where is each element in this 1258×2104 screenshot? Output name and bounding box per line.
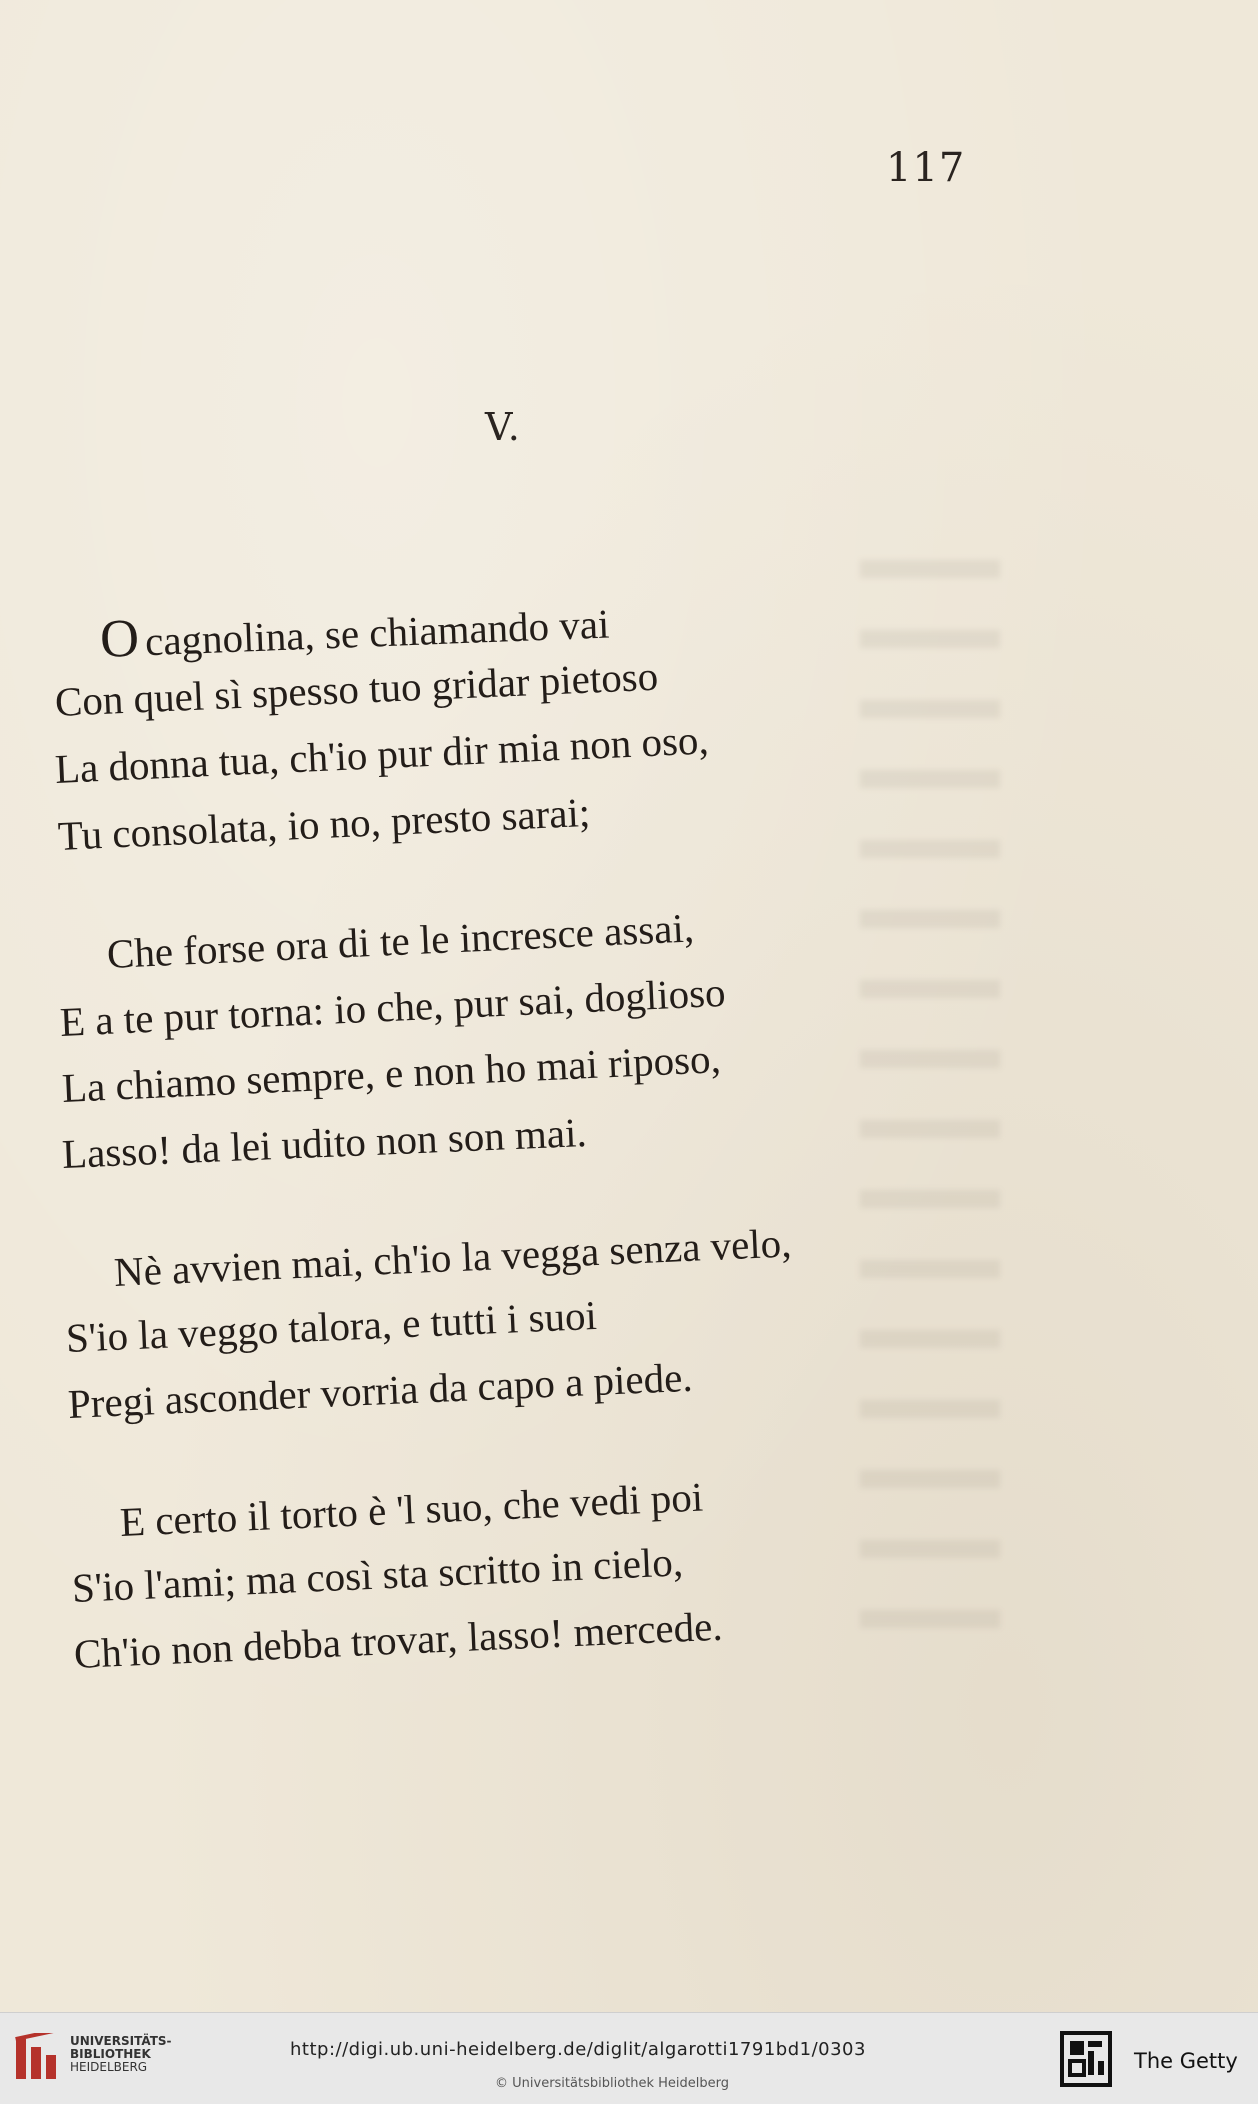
poem-line: La chiamo sempre, e non ho mai riposo, bbox=[60, 1035, 722, 1111]
copyright-notice: © Universitätsbibliothek Heidelberg bbox=[495, 2076, 730, 2091]
poem-line: Che forse ora di te le incresce assai, bbox=[105, 904, 695, 977]
permalink-url[interactable]: http://digi.ub.uni-heidelberg.de/diglit/algarotti1791bd1/0303 bbox=[290, 2039, 866, 2060]
institution-name bbox=[70, 2035, 172, 2074]
poem-line: Tu consolata, io no, presto sarai; bbox=[56, 788, 592, 859]
poem-line: E certo il torto è 'l suo, che vedi poi bbox=[118, 1473, 704, 1545]
institution-line: UNIVERSITÄTS- bbox=[70, 2034, 172, 2048]
poem-line: Con quel sì spesso tuo gridar pietoso bbox=[53, 652, 660, 725]
poem-line: S'io la veggo talora, e tutti i suoi bbox=[64, 1291, 598, 1361]
viewer-footer bbox=[0, 2012, 1258, 2104]
drop-cap: O bbox=[98, 607, 141, 669]
partner-name: The Getty bbox=[1134, 2049, 1238, 2073]
institution-line: BIBLIOTHEK bbox=[70, 2047, 151, 2061]
page-number: 117 bbox=[886, 145, 966, 191]
poem-line: E a te pur torna: io che, pur sai, doglioso bbox=[58, 968, 727, 1045]
institution-line: HEIDELBERG bbox=[70, 2060, 148, 2074]
poem-line: Ch'io non debba trovar, lasso! mercede. bbox=[72, 1602, 724, 1677]
university-library-logo-icon bbox=[12, 2033, 60, 2085]
bleed-through-text bbox=[860, 560, 1000, 1660]
poem-line: Lasso! da lei udito non son mai. bbox=[61, 1109, 588, 1177]
poem-line: Pregi asconder vorria da capo a piede. bbox=[66, 1353, 694, 1427]
poem-line-text: cagnolina, se chiamando vai bbox=[144, 600, 611, 665]
poem-line: La donna tua, ch'io pur dir mia non oso, bbox=[53, 716, 710, 792]
poem-line: S'io l'ami; ma così sta scritto in cielo, bbox=[70, 1538, 684, 1611]
section-heading: V. bbox=[485, 405, 522, 449]
getty-logo-icon bbox=[1060, 2031, 1112, 2087]
poem-line: Nè avvien mai, ch'io la vegga senza velo, bbox=[112, 1219, 793, 1295]
